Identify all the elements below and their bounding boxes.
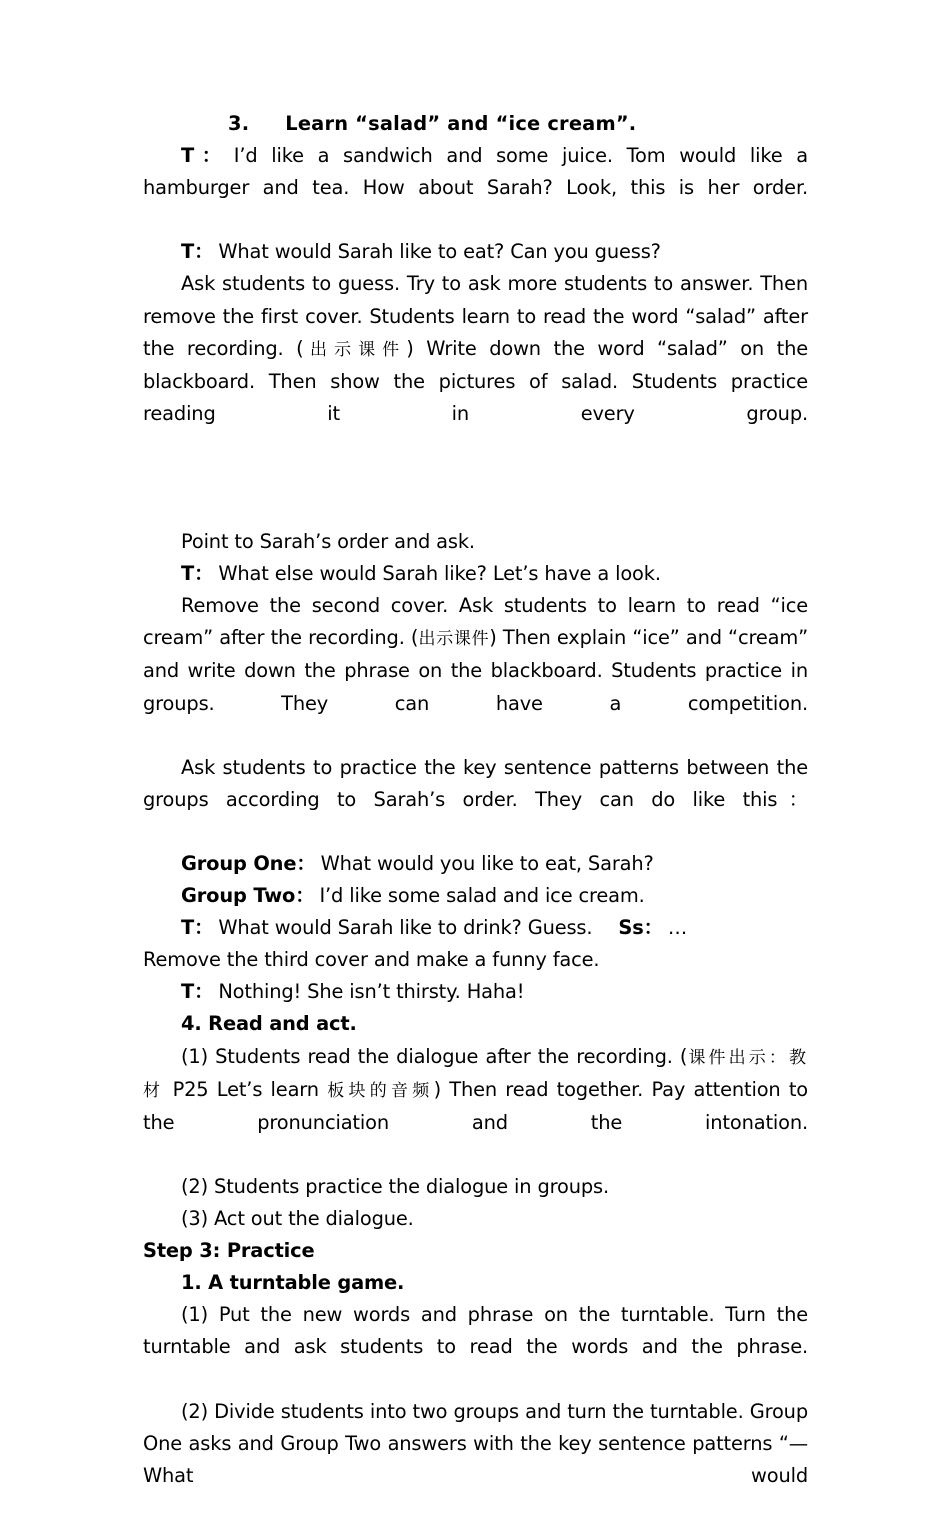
paragraph-text-part2: ) Write down the word “salad” on the blackboard. Then show the pictures of salad. Students practice reading it in every group. xyxy=(143,336,808,425)
dialogue-text-ss: … xyxy=(667,916,688,940)
dialogue-t-line-5 xyxy=(143,976,808,1008)
heading-text: Learn “salad” and “ice cream”. xyxy=(285,112,637,135)
paragraph-turntable-1 xyxy=(143,1299,808,1395)
dialogue-t-line-2 xyxy=(143,236,808,268)
speaker-label-t: T： xyxy=(181,916,214,940)
paragraph-text: (2) Students practice the dialogue in groups. xyxy=(181,1174,609,1198)
heading-turntable-game xyxy=(143,1267,808,1299)
paragraph-text: Remove the third cover and make a funny face. xyxy=(143,948,600,972)
dialogue-t-line-4 xyxy=(143,912,808,944)
paragraph-remove-third-cover xyxy=(143,944,808,976)
paragraph-text-part2: ) Then explain “ice” and “cream” and write down the phrase on the blackboard. Students practice in groups. They can have a competition. xyxy=(143,626,809,715)
heading-text: Step 3: Practice xyxy=(143,1239,315,1263)
paragraph-spacer xyxy=(143,462,808,526)
speaker-label-t: T： xyxy=(181,980,214,1004)
dialogue-text: I’d like some salad and ice cream. xyxy=(319,884,645,908)
heading-text: 4. Read and act. xyxy=(181,1012,357,1036)
speaker-label-group-one: Group One： xyxy=(181,851,316,875)
paragraph-text: (3) Act out the dialogue. xyxy=(181,1207,414,1230)
paragraph-text: (2) Divide students into two groups and turn the turntable. Group One asks and Group Two answers with the key sentence patterns “—What would xyxy=(143,1399,808,1487)
heading-text: 1. A turntable game. xyxy=(181,1271,405,1295)
paragraph-item-4-3 xyxy=(143,1203,808,1235)
paragraph-point-to-order xyxy=(143,526,808,558)
dialogue-t-line-1 xyxy=(143,140,808,236)
paragraph-remove-second-cover xyxy=(143,590,808,751)
dialogue-text: What else would Sarah like? Let’s have a look. xyxy=(218,562,661,586)
speaker-label-t: T： xyxy=(181,144,229,168)
paragraph-text-part1: (1) Students read the dialogue after the recording. ( xyxy=(181,1044,688,1068)
dialogue-group-two xyxy=(143,880,808,912)
paragraph-text-part1: Ask students to guess. Try to ask more students to answer. Then remove the first cover. Students learn to read the word “salad” after the recording. ( xyxy=(143,272,808,360)
chinese-note-kejian-chushi-jiaocai: 课件出示：教材 xyxy=(143,1047,808,1101)
chinese-note-chushi-kejian: 出示课件 xyxy=(303,339,407,360)
dialogue-text: What would Sarah like to eat? Can you guess? xyxy=(218,240,661,264)
speaker-label-t: T： xyxy=(181,562,214,586)
heading-learn-salad-ice-cream xyxy=(143,108,808,140)
dialogue-text: What would Sarah like to drink? Guess. xyxy=(218,916,593,940)
dialogue-text: I’d like a sandwich and some juice. Tom would like a hamburger and tea. How about Sarah? Look, this is her order. xyxy=(143,144,808,200)
paragraph-practice-key-patterns xyxy=(143,752,808,848)
heading-read-and-act xyxy=(143,1008,808,1040)
paragraph-text-part2: ) Then read together. Pay attention to the pronunciation and the intonation. xyxy=(143,1077,809,1134)
paragraph-ask-students-guess xyxy=(143,268,808,462)
chinese-note-bankuai-de-yinpin: 板块的音频 xyxy=(327,1080,434,1101)
speaker-label-ss: Ss： xyxy=(618,916,663,940)
paragraph-turntable-2 xyxy=(143,1396,808,1524)
speaker-label-group-two: Group Two： xyxy=(181,884,315,908)
heading-number: 3. xyxy=(228,112,250,135)
dialogue-t-line-3 xyxy=(143,558,808,590)
dialogue-text: Nothing! She isn’t thirsty. Haha! xyxy=(218,980,525,1004)
paragraph-text: Ask students to practice the key sentence patterns between the groups according to Sarah’s order. They can do like this： xyxy=(143,755,808,811)
paragraph-text: (1) Put the new words and phrase on the turntable. Turn the turntable and ask students to read the words and the phrase. xyxy=(143,1303,808,1359)
chinese-note-chushi-kejian: 出示课件 xyxy=(418,629,490,650)
paragraph-item-4-2 xyxy=(143,1171,808,1203)
textbook-ref: P25 Let’s learn xyxy=(164,1077,328,1101)
document-body xyxy=(143,108,808,1524)
speaker-label-t: T： xyxy=(181,240,214,264)
dialogue-text: What would you like to eat, Sarah? xyxy=(320,851,654,875)
paragraph-text: Point to Sarah’s order and ask. xyxy=(181,530,475,554)
paragraph-item-4-1 xyxy=(143,1041,808,1171)
dialogue-group-one xyxy=(143,848,808,880)
paragraph-text-part1: Remove the second cover. Ask students to learn to read “ice cream” after the recording. ( xyxy=(143,594,808,650)
heading-step-3-practice xyxy=(143,1235,808,1267)
